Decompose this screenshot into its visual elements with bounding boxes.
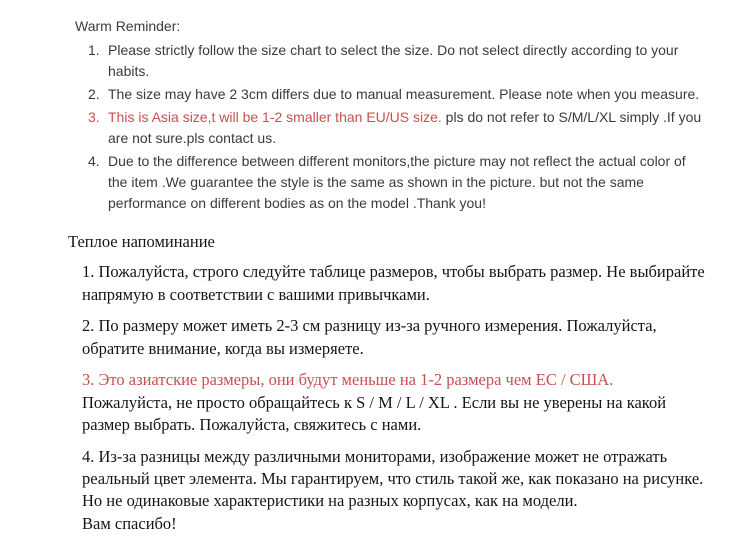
russian-item-2 (82, 315, 705, 360)
english-item-3 (88, 107, 705, 149)
item-text: 4. Из-за разницы между различными мониторами, изображение может не отражать реальный цвет элемента. Мы гарантируем, что стиль такой же, как показано на рисунке. Но не одинаковые характеристики на разных корпусах, как на модели. (82, 446, 704, 511)
russian-item-3 (82, 369, 705, 436)
item-text-rest: Пожалуйста, не просто обращайтесь к S / M / L / XL . Если вы не уверены на какой размер выбрать. Пожалуйста, свяжитесь с нами. (82, 392, 667, 435)
english-heading: Warm Reminder: (75, 18, 181, 34)
item-text-red: This is Asia size,t will be 1-2 smaller than EU/US size. (108, 109, 442, 125)
russian-item-4 (82, 446, 705, 536)
english-item-2 (88, 84, 705, 105)
russian-reminder-section (68, 231, 705, 535)
item-number: 3. (88, 109, 100, 125)
russian-heading: Теплое напоминание (68, 232, 215, 251)
item-number: 1. (88, 42, 100, 58)
english-item-1 (88, 40, 705, 82)
item-number: 4. (88, 153, 100, 169)
item-text-rest: pls do not refer to S/M/L/XL simply .If you are not sure.pls contact us. (108, 109, 702, 146)
item-text: The size may have 2 3cm differs due to manual measurement. Please note when you measure. (108, 86, 700, 102)
russian-item-1 (82, 261, 705, 306)
item-text: Due to the difference between different monitors,the picture may not reflect the actual color of the item .We guarantee the style is the same as shown in the picture. but not the same performance on different bodies as on the model .Thank you! (108, 153, 686, 211)
item-text: 2. По размеру может иметь 2-3 см разницу из-за ручного измерения. Пожалуйста, обратите внимание, когда вы измеряете. (82, 316, 657, 358)
english-item-4 (88, 151, 705, 214)
item-text-red: 3. Это азиатские размеры, они будут меньше на 1-2 размера чем ЕС / США. (82, 370, 614, 390)
item-closing-text: Вам спасибо! (82, 513, 177, 533)
english-reminder-section (68, 16, 705, 214)
item-number: 2. (88, 86, 100, 102)
item-text (108, 107, 705, 149)
item-text: 1. Пожалуйста, строго следуйте таблице размеров, чтобы выбрать размер. Не выбирайте напрямую в соответствии с вашими привычками. (82, 262, 705, 304)
item-text: Please strictly follow the size chart to select the size. Do not select directly according to your habits. (108, 42, 679, 79)
